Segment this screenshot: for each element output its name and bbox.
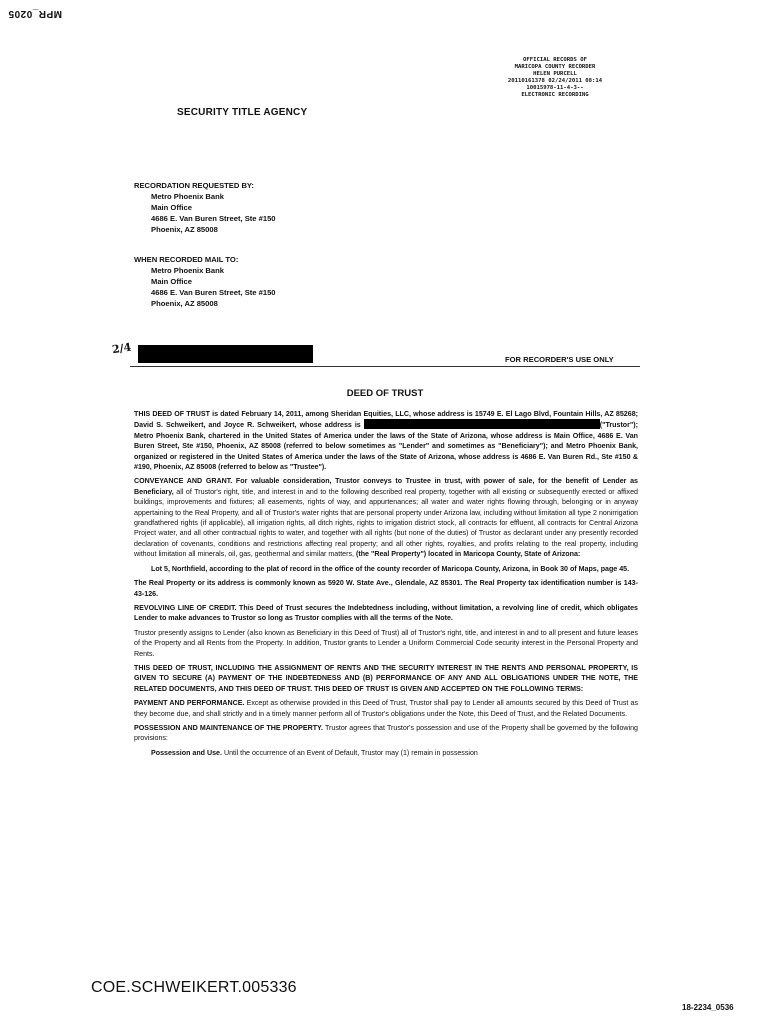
conveyance-paragraph <box>134 476 638 559</box>
section-heading: CONVEYANCE AND GRANT. <box>134 477 233 486</box>
possession-paragraph <box>134 723 638 744</box>
intro-text: ("Trustor"); Metro Phoenix Bank, chartered in the United States of America under the laws of the State of Arizona, whose address is Main Office, 4686 E. Van Buren Street, Ste #150, Phoenix, AZ 85008 (referred to below sometimes as "Lender" and sometimes as "Beneficiary"); and Metro Phoenix Bank, organized or registered in the United States of America under the laws of the State of Arizona, whose address is 4686 E. Van Buren Rd., Ste #150 & #190, Phoenix, AZ 85008 (referred to below as "Trustee"). <box>134 421 638 472</box>
stamp-line: 10015978-11-4-3-- <box>526 85 584 91</box>
address-line: 4686 E. Van Buren Street, Ste #150 <box>151 214 276 223</box>
assignment-paragraph: Trustor presently assigns to Lender (also known as Beneficiary in this Deed of Trust) all of Trustor's right, title, and interest in and to all present and future leases of the Property and all Rents from the Property. In addition, Trustor grants to Lender a Uniform Commercial Code security interest in the Personal Property and Rents. <box>134 628 638 658</box>
revolving-text: This Deed of Trust secures the Indebtedness including, without limitation, a revolving line of credit, which obligates Lender to make advances to Trustor so long as Trustor complies with all the terms of the Note. <box>134 603 638 623</box>
address-line: Metro Phoenix Bank <box>151 266 224 275</box>
address-line: Main Office <box>151 277 192 286</box>
possession-text: Trustor agrees that Trustor's possession and use of the Property shall be governed by the following provisions: <box>134 723 639 743</box>
requested-by-heading: RECORDATION REQUESTED BY: <box>134 181 254 190</box>
corner-marking: MPR_0205 <box>8 8 63 19</box>
conveyance-text: all of Trustor's right, title, and interest in and to the following described real property, together with all existing or subsequently erected or affixed buildings, improvements and fixtures; all easements, rights of way, and appurtenances; all water and water rights flowing through, belonging or in anyway appertaining to the Real Property, and all of Trustor's water rights that are personal property under Arizona law, including without limitation all type 2 nonirrigation grandfathered rights (if applicable), all irrigation rights, all ditch rights, rights to irrigation district stock, all contracts for effluent, all contracts for Central Arizona Project water, and all other contractual rights to water, and together with all rights (but none of the duties) of Trustor as declarant under any presently recorded declaration of covenants, conditions and restrictions affecting real property; and all other rights, royalties, and profits relating to the real property, including without limitation all minerals, oil, gas, geothermal and similar matters, <box>134 487 638 559</box>
address-line: Phoenix, AZ 85008 <box>151 299 218 308</box>
address-line: Main Office <box>151 203 192 212</box>
mail-to-heading: WHEN RECORDED MAIL TO: <box>134 255 239 264</box>
payment-paragraph <box>134 698 638 719</box>
address-line: 4686 E. Van Buren Street, Ste #150 <box>151 288 276 297</box>
stamp-line: OFFICIAL RECORDS OF <box>523 57 587 63</box>
agency-name: SECURITY TITLE AGENCY <box>177 107 308 118</box>
document-title: DEED OF TRUST <box>346 388 424 399</box>
divider <box>130 366 640 367</box>
subsection-heading: Possession and Use. <box>151 748 222 757</box>
conveyance-tail: (the "Real Property") located in Maricopa County, State of Arizona: <box>355 550 581 559</box>
mail-to-block <box>134 254 276 309</box>
revolving-paragraph <box>134 603 638 624</box>
section-heading: REVOLVING LINE OF CREDIT. <box>134 603 237 612</box>
recorder-use-label: FOR RECORDER'S USE ONLY <box>505 355 614 364</box>
property-address: The Real Property or its address is commonly known as 5920 W. State Ave., Glendale, AZ 85301. The Real Property tax identification number is 143-43-126. <box>134 579 638 598</box>
recordation-requested-block <box>134 180 276 235</box>
document-number: 18-2234_0536 <box>682 1003 734 1012</box>
payment-text: Except as otherwise provided in this Deed of Trust, Trustor shall pay to Lender all amounts secured by this Deed of Trust as they become due, and shall strictly and in a timely manner perform all of Trustor's obligations under the Note, this Deed of Trust, and the Related Documents. <box>134 699 638 718</box>
address-line: Phoenix, AZ 85008 <box>151 225 218 234</box>
caps-paragraph: THIS DEED OF TRUST, INCLUDING THE ASSIGNMENT OF RENTS AND THE SECURITY INTEREST IN THE RENTS AND PERSONAL PROPERTY, IS GIVEN TO SECURE (A) PAYMENT OF THE INDEBTEDNESS AND (B) PERFORMANCE OF ANY AND ALL OBLIGATIONS UNDER THE NOTE, THE RELATED DOCUMENTS, AND THIS DEED OF TRUST. THIS DEED OF TRUST IS GIVEN AND ACCEPTED ON THE FOLLOWING TERMS: <box>134 663 638 693</box>
address-line: Metro Phoenix Bank <box>151 192 224 201</box>
intro-paragraph <box>134 409 638 472</box>
redaction-bar <box>364 419 600 429</box>
redaction-bar <box>138 345 313 363</box>
stamp-line: HELEN PURCELL <box>533 71 577 77</box>
recorder-stamp <box>500 57 610 99</box>
deed-body <box>134 409 638 762</box>
section-heading: PAYMENT AND PERFORMANCE. <box>134 699 245 708</box>
possession-use-paragraph <box>134 748 638 758</box>
intro-text: THIS DEED OF TRUST is dated February 14, 2011, among Sheridan Equities, LLC, whose address is 15749 E. El Lago Blvd, Fountain Hills, AZ 85268; David S. Schweikert, and Joyce R. Schweikert, whose address is <box>134 410 638 430</box>
stamp-line: MARICOPA COUNTY RECORDER <box>514 64 596 70</box>
bates-number: COE.SCHWEIKERT.005336 <box>91 979 297 996</box>
section-heading: POSSESSION AND MAINTENANCE OF THE PROPERTY. <box>134 723 323 732</box>
legal-description: Lot 5, Northfield, according to the plat of record in the office of the county recorder of Maricopa County, Arizona, in Book 30 of Maps, page 45. <box>151 564 630 573</box>
possession-use-text: Until the occurrence of an Event of Default, Trustor may (1) remain in possession <box>223 748 478 757</box>
handwritten-initials: 2/4 <box>111 340 133 357</box>
conveyance-bold-text: For valuable consideration, Trustor conveys to Trustee in trust, with power of sale, for the benefit of Lender as Beneficiary, <box>134 477 638 496</box>
stamp-line: 20110161378 02/24/2011 08:14 <box>507 78 603 84</box>
stamp-line: ELECTRONIC RECORDING <box>521 92 589 98</box>
